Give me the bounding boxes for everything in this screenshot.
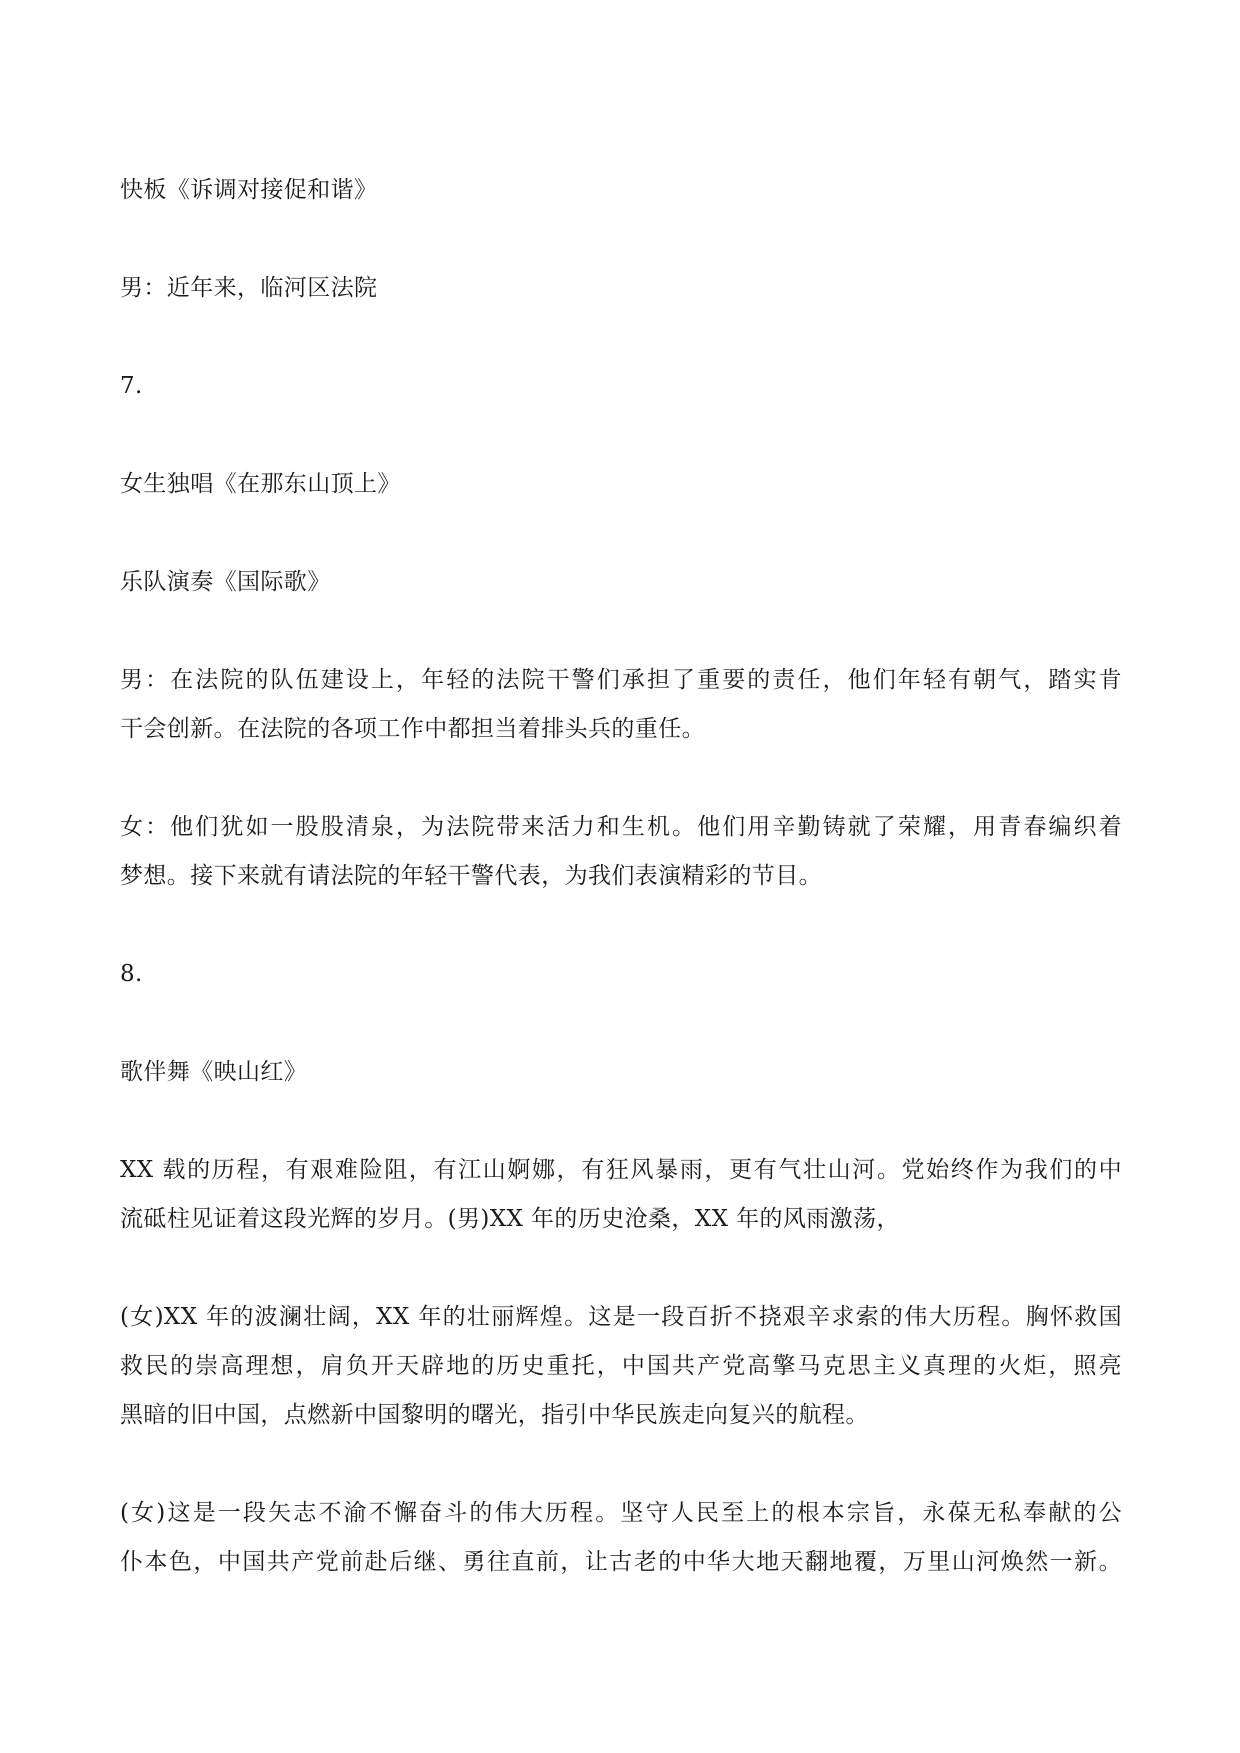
narration-paragraph-2: [120, 1293, 1122, 1440]
host-line-male: [120, 264, 1122, 313]
program-item-solo: [120, 460, 1122, 509]
text-line: 乐队演奏《国际歌》: [120, 569, 331, 595]
text-line: 歌伴舞《映山红》: [120, 1059, 308, 1085]
text-line: 男：近年来，临河区法院: [120, 275, 378, 301]
narration-paragraph-3: [120, 1489, 1122, 1587]
text-line: 8.: [120, 961, 143, 987]
program-item-kuaiban: [120, 166, 1122, 215]
narration-paragraph-1: [120, 1146, 1122, 1244]
text-line: 7.: [120, 373, 143, 399]
text-line: 快板《诉调对接促和谐》: [120, 177, 378, 203]
item-number-8: [120, 950, 1122, 999]
text-line: 流砥柱见证着这段光辉的岁月。(男)XX 年的历史沧桑，XX 年的风雨激荡，: [120, 1206, 900, 1232]
text-line: 女：他们犹如一股股清泉，为法院带来活力和生机。他们用辛勤铸就了荣耀，用青春编织着: [120, 814, 1122, 840]
host-paragraph-male: [120, 656, 1122, 754]
program-item-dance: [120, 1048, 1122, 1097]
text-line: (女)这是一段矢志不渝不懈奋斗的伟大历程。坚守人民至上的根本宗旨，永葆无私奉献的公: [120, 1500, 1122, 1526]
text-line: 救民的崇高理想，肩负开天辟地的历史重托，中国共产党高擎马克思主义真理的火炬，照亮: [120, 1353, 1122, 1379]
program-item-band: [120, 558, 1122, 607]
text-line: 梦想。接下来就有请法院的年轻干警代表，为我们表演精彩的节目。: [120, 863, 822, 889]
text-line: XX 载的历程，有艰难险阻，有江山婀娜，有狂风暴雨，更有气壮山河。党始终作为我们的中: [120, 1157, 1122, 1183]
text-line: 干会创新。在法院的各项工作中都担当着排头兵的重任。: [120, 716, 705, 742]
item-number-7: [120, 362, 1122, 411]
text-line: 黑暗的旧中国，点燃新中国黎明的曙光，指引中华民族走向复兴的航程。: [120, 1402, 869, 1428]
host-paragraph-female: [120, 803, 1122, 901]
text-line: 仆本色，中国共产党前赴后继、勇往直前，让古老的中华大地天翻地覆，万里山河焕然一新。: [120, 1549, 1122, 1575]
text-line: 男：在法院的队伍建设上，年轻的法院干警们承担了重要的责任，他们年轻有朝气，踏实肯: [120, 667, 1122, 693]
text-line: (女)XX 年的波澜壮阔，XX 年的壮丽辉煌。这是一段百折不挠艰辛求索的伟大历程。胸怀救国: [120, 1304, 1122, 1330]
text-line: 女生独唱《在那东山顶上》: [120, 471, 401, 497]
